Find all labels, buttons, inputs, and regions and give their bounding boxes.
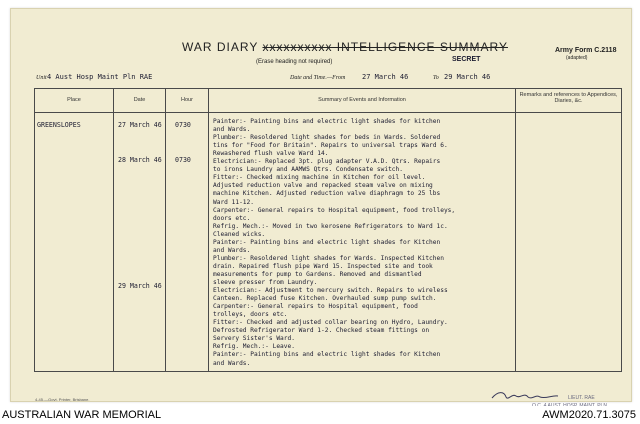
title-war-diary: WAR DIARY [182, 40, 259, 54]
header-bottom-rule [34, 112, 622, 113]
summary-line: tins for "Food for Britain". Repairs to universal traps Ward 6. [213, 142, 448, 150]
summary-line: Adjusted reduction valve and repacked steam valve on mixing [213, 182, 433, 190]
summary-line: Rewashered flush valve Ward 14. [213, 150, 329, 158]
column-rule-hour-summary [208, 88, 209, 372]
summary-line: drain. Repaired flush pipe Ward 15. Inspected site and took [213, 262, 433, 270]
erase-note: (Erase heading not required) [256, 59, 333, 65]
summary-line: Electrician:- Adjustment to mercury switch. Repairs to wireless [213, 287, 448, 295]
date-from-value: 27 March 46 [362, 73, 409, 81]
accession-number: AWM2020.71.3075 [542, 409, 636, 421]
column-rule-left [34, 88, 35, 372]
summary-line: Ward 11-12. [213, 198, 254, 206]
summary-line: Fitter:- Checked and adjusted collar bearing on Hydro, Laundry. [213, 319, 448, 327]
column-rule-place-date [113, 88, 114, 372]
unit-value: 4 Aust Hosp Maint Pln RAE [47, 73, 153, 81]
summary-line: and Wards. [213, 359, 251, 367]
form-title [182, 40, 508, 54]
diary-sheet [10, 8, 632, 402]
col-header-remarks: Remarks and references to Appendices, Diaries, &c. [519, 92, 618, 104]
summary-line: Cleaned wicks. [213, 230, 266, 238]
table-bottom-rule [34, 371, 622, 372]
summary-line: Canteen. Replaced fuse Kitchen. Overhauled sump pump switch. [213, 295, 437, 303]
summary-line: doors etc. [213, 214, 251, 222]
summary-line: Painter:- Painting bins and electric light shades for kitchen [213, 118, 441, 125]
summary-line: machine Kitchen. Adjusted reduction valve diaphragm to 25 lbs [213, 190, 441, 198]
summary-line: Carpenter:- General repairs to Hospital equipment, food trolleys, [213, 206, 456, 214]
summary-line: sleeve presser from Laundry. [213, 279, 318, 286]
column-rule-right [621, 88, 622, 372]
entry-place: GREENSLOPES [37, 121, 81, 129]
summary-line: Painter:- Painting bins and electric light shades for Kitchen [213, 351, 441, 359]
summary-line: Defrosted Refrigerator Ward 1-2. Checked steam fittings on [213, 327, 430, 335]
entry-date: 29 March 46 [118, 282, 162, 290]
summary-line: Carpenter:- General repairs to Hospital equipment, food [213, 303, 418, 311]
col-header-place: Place [67, 97, 81, 103]
classification-stamp: SECRET [452, 56, 481, 63]
date-to-value: 29 March 46 [444, 73, 491, 81]
summary-line: measurements for pump to Gardens. Removed and dismantled [213, 270, 422, 278]
summary-line: Painter:- Painting bins and electric light shades for Kitchen [213, 238, 441, 246]
col-header-summary: Summary of Events and Information [318, 97, 406, 103]
entry-hour: 0730 [175, 121, 191, 129]
army-form-number: Army Form C.2118 [555, 47, 617, 54]
summary-line: Electrician:- Replaced 3pt. plug adapter V.A.D. Qtrs. Repairs [213, 158, 441, 166]
summary-line: Plumber:- Resoldered light shades for Wards. Inspected Kitchen [213, 254, 444, 262]
summary-line: to irons Laundry and AAMWS Qtrs. Condensate switch. [213, 166, 403, 174]
summary-line: Fitter:- Checked mixing machine in Kitchen for oil level. [213, 174, 426, 182]
summary-line: and Wards. [213, 126, 251, 134]
entry-date: 27 March 46 [118, 121, 162, 129]
col-header-hour: Hour [181, 97, 193, 103]
entry-hour: 0730 [175, 156, 191, 164]
date-to-label: To [433, 75, 439, 81]
printer-imprint: 4-45.—Govt. Printer, Brisbane. [35, 397, 90, 402]
summary-line: Refrig. Mech.:- Leave. [213, 343, 295, 351]
date-from-label: Date and Time.—From [290, 75, 346, 81]
summary-line: Plumber:- Resoldered light shades for beds in Wards. Soldered [213, 134, 441, 142]
summary-line: and Wards. [213, 246, 251, 254]
officer-rank-stamp: LIEUT. RAE [568, 395, 595, 401]
collection-name: AUSTRALIAN WAR MEMORIAL [2, 409, 162, 421]
column-rule-summary-remarks [515, 88, 516, 372]
table-top-rule [34, 88, 622, 89]
title-struck-heading: xxxxxxxxxx INTELLIGENCE SUMMARY [262, 40, 508, 54]
column-rule-date-hour [165, 88, 166, 372]
summary-line: trolleys, doors etc. [213, 311, 288, 319]
col-header-date: Date [133, 97, 146, 103]
entry-date: 28 March 46 [118, 156, 162, 164]
army-form-sub: (adapted) [566, 55, 588, 61]
summary-line: Refrig. Mech.:- Moved in two kerosene Refrigerators to Ward 1c. [213, 222, 448, 230]
unit-label: Unit [36, 75, 47, 81]
summary-line: Servery Sister's Ward. [213, 335, 295, 343]
